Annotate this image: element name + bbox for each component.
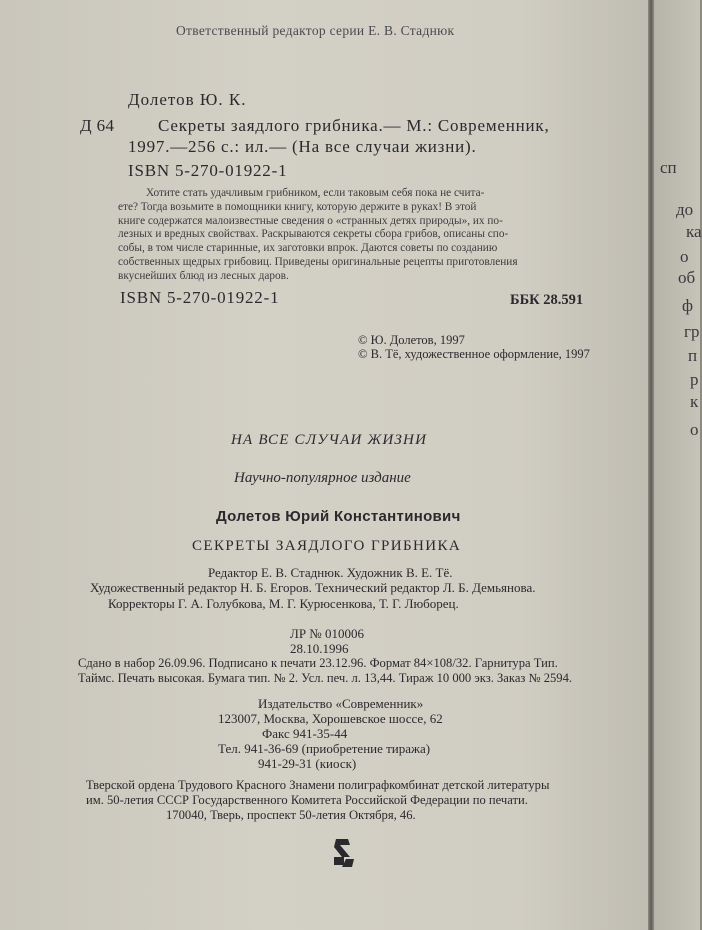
fragment: о — [680, 247, 689, 266]
annotation — [118, 187, 588, 284]
isbn-top: ISBN 5-270-01922-1 — [128, 161, 288, 180]
author-full-name: Долетов Юрий Константинович — [216, 508, 461, 525]
catalog-line-1: Секреты заядлого грибника.— М.: Современник, — [158, 116, 550, 135]
fragment: ф — [682, 296, 694, 315]
publisher-fax: Факс 941-35-44 — [262, 726, 348, 741]
print-details-line: Сдано в набор 26.09.96. Подписано к печати 23.12.96. Формат 84×108/32. Гарнитура Тип. — [78, 656, 558, 670]
credits-line: Редактор Е. В. Стаднюк. Художник В. Е. Тё. — [208, 565, 453, 580]
fragment: ка — [686, 222, 702, 241]
credits-line: Корректоры Г. А. Голубкова, М. Г. Курюсенкова, Т. Г. Люборец. — [108, 596, 459, 611]
publisher-phone: Тел. 941-36-69 (приобретение тиража) — [218, 741, 431, 756]
annotation-line: лезных и вредных свойствах. Раскрываются секреты сбора грибов, описаны спо- — [118, 228, 509, 241]
fragment: гр — [684, 322, 700, 341]
bbk-code: ББК 28.591 — [510, 292, 584, 308]
publisher-name: Издательство «Современник» — [258, 696, 424, 711]
printer-line: Тверской ордена Трудового Красного Знамени полиграфкомбинат детской литературы — [86, 778, 550, 792]
isbn-bottom: ISBN 5-270-01922-1 — [120, 288, 280, 307]
copyright-author: © Ю. Долетов, 1997 — [358, 333, 465, 347]
fragment: до — [676, 200, 694, 219]
print-details-line: Таймс. Печать высокая. Бумага тип. № 2. Усл. печ. л. 13,44. Тираж 10 000 экз. Заказ № 2594. — [78, 671, 573, 685]
credits-line: Художественный редактор Н. Б. Егоров. Технический редактор Л. Б. Демьянова. — [90, 580, 536, 595]
edition-type: Научно-популярное издание — [234, 470, 411, 486]
publisher-address: 123007, Москва, Хорошевское шоссе, 62 — [218, 711, 443, 726]
catalog-code: Д 64 — [80, 116, 115, 135]
fragment: сп — [660, 158, 677, 177]
annotation-line: собственных щедрых грибовиц. Приведены оригинальные рецепты приготовления — [118, 255, 518, 268]
fragment: р — [690, 370, 699, 389]
printer-line: 170040, Тверь, проспект 50-летия Октября, 46. — [166, 808, 416, 822]
printer-line: им. 50-летия СССР Государственного Комитета Российской Федерации по печати. — [86, 793, 528, 807]
fragment: о — [690, 420, 699, 439]
annotation-line: собы, в том числе старинные, их заготовки впрок. Даются советы по созданию — [118, 242, 498, 255]
fragment: об — [678, 268, 696, 287]
annotation-line: ете? Тогда возьмите в помощники книгу, которую держите в руках! В этой — [118, 200, 477, 213]
publisher-kiosk-phone: 941-29-31 (киоск) — [258, 756, 357, 771]
book-title: СЕКРЕТЫ ЗАЯДЛОГО ГРИБНИКА — [192, 538, 462, 554]
series-editor: Ответственный редактор серии Е. В. Стаднюк — [176, 23, 455, 38]
license-number: ЛР № 010006 — [290, 626, 364, 641]
publisher-logo-icon — [330, 835, 356, 869]
annotation-line: Хотите стать удачливым грибником, если таковым себя пока не счита- — [146, 187, 485, 199]
copyright-design: © В. Тё, художественное оформление, 1997 — [358, 347, 590, 361]
fragment: к — [690, 392, 699, 411]
catalog-line-2: 1997.—256 с.: ил.— (На все случаи жизни). — [128, 137, 477, 156]
adjacent-page-edge — [654, 0, 700, 930]
annotation-line: вкуснейших блюд из лесных даров. — [118, 269, 289, 282]
license-date: 28.10.1996 — [290, 641, 349, 656]
author-heading: Долетов Ю. К. — [128, 90, 247, 109]
annotation-line: книге содержатся малоизвестные сведения о «странных детях природы», их по- — [118, 214, 503, 227]
fragment: п — [688, 346, 698, 365]
series-title: НА ВСЕ СЛУЧАИ ЖИЗНИ — [231, 432, 428, 448]
